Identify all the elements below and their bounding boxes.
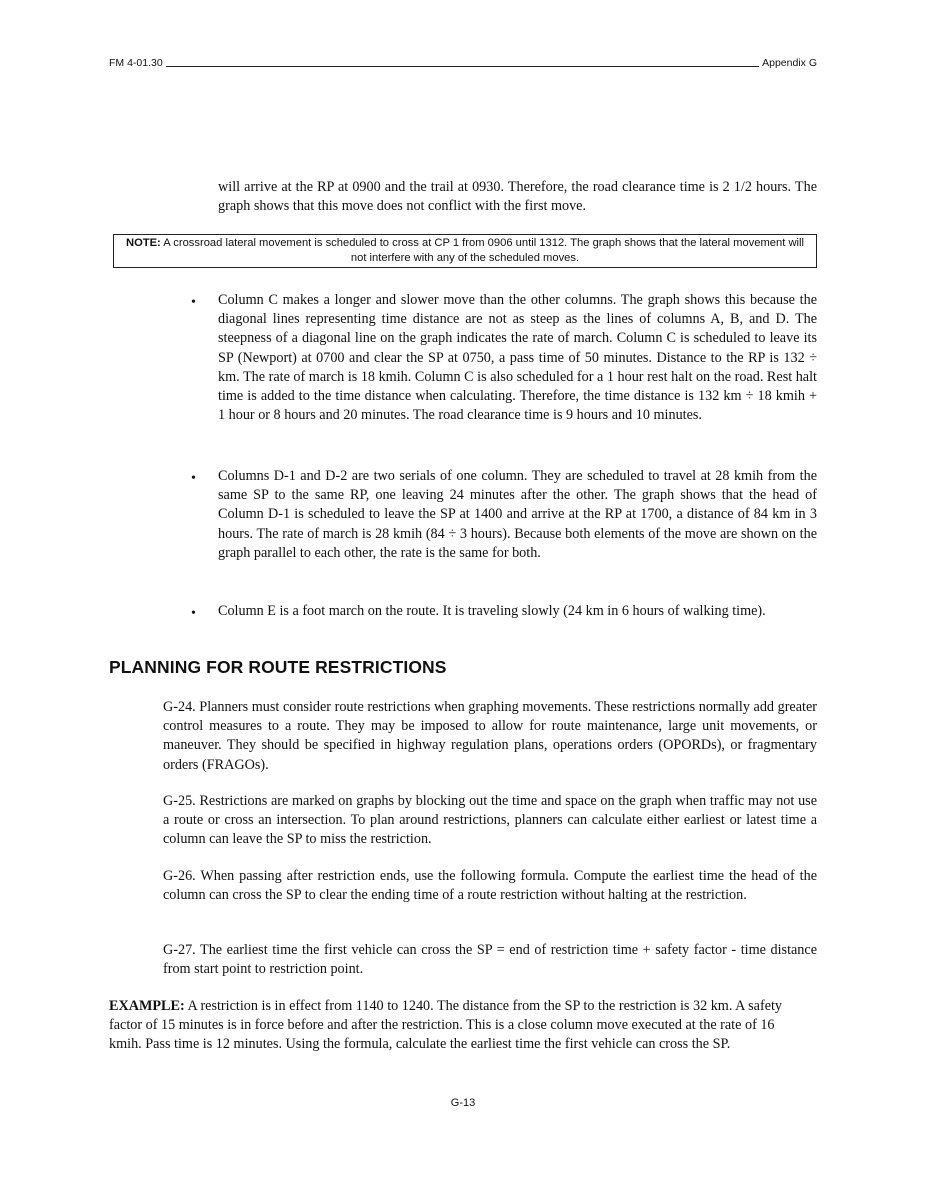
bullet-marker: • [191, 606, 196, 621]
paragraph-g25: G-25. Restrictions are marked on graphs by blocking out the time and space on the graph when traffic may not use a route or cross an intersection. To plan around restrictions, planners can calculate either earliest or latest time a column can leave the SP to miss the restriction. [163, 793, 817, 848]
paragraph-g27: G-27. The earliest time the first vehicle can cross the SP = end of restriction time + safety factor - time distance from start point to restriction point. [163, 942, 817, 978]
example-label: EXAMPLE: [109, 998, 185, 1014]
header-rule [166, 66, 759, 67]
example-block [109, 997, 801, 1055]
page-header [109, 53, 817, 69]
bullet-marker: • [191, 295, 196, 310]
bullet-column-d: Columns D-1 and D-2 are two serials of one column. They are scheduled to travel at 28 kmih from the same SP to the same RP, one leaving 24 minutes after the other. The graph shows that the head of Column D-1 is scheduled to leave the SP at 1400 and arrive at the RP at 1700, a distance of 84 km in 3 hours. The rate of march is 28 kmih (84 ÷ 3 hours). Because both elements of the move are shown on the graph parallel to each other, the rate is the same for both. [218, 468, 817, 561]
intro-paragraph: will arrive at the RP at 0900 and the trail at 0930. Therefore, the road clearance time is 2 1/2 hours. The graph shows that this move does not conflict with the first move. [218, 179, 817, 215]
bullet-column-c: Column C makes a longer and slower move than the other columns. The graph shows this because the diagonal lines representing time distance are not as steep as the lines of columns A, B, and D. The steepness of a diagonal line on the graph indicates the rate of march. Column C is scheduled to leave its SP (Newport) at 0700 and clear the SP at 0750, a pass time of 50 minutes. Distance to the RP is 132 ÷ km. The rate of march is 18 kmih. Column C is also scheduled for a 1 hour rest halt on the road. Rest halt time is added to the time distance when calculating. Therefore, the time distance is 132 km ÷ 18 kmih + 1 hour or 8 hours and 20 minutes. The road clearance time is 9 hours and 10 minutes. [218, 292, 817, 424]
note-box [113, 234, 817, 268]
bullet-column-e: Column E is a foot march on the route. It is traveling slowly (24 km in 6 hours of walking time). [218, 603, 766, 619]
page-number: G-13 [450, 1097, 476, 1109]
header-left: FM 4-01.30 [109, 57, 163, 69]
note-label: NOTE: [125, 237, 161, 249]
example-text: A restriction is in effect from 1140 to 1240. The distance from the SP to the restriction is 32 km. A safety factor of 15 minutes is in force before and after the restriction. This is a close column move executed at the rate of 16 kmih. Pass time is 12 minutes. Using the formula, calculate the earliest time the first vehicle can cross the SP. [109, 998, 783, 1053]
note-text: A crossroad lateral movement is scheduled to cross at CP 1 from 0906 until 1312. The graph shows that the lateral movement will not interfere with any of the scheduled moves. [163, 237, 805, 264]
section-heading: PLANNING FOR ROUTE RESTRICTIONS [109, 657, 447, 677]
paragraph-g26: G-26. When passing after restriction ends, use the following formula. Compute the earliest time the head of the column can cross the SP to clear the ending time of a route restriction without halting at the restriction. [163, 868, 817, 904]
header-right: Appendix G [762, 57, 817, 69]
paragraph-g24: G-24. Planners must consider route restrictions when graphing movements. These restrictions normally add greater control measures to a route. They may be imposed to allow for route maintenance, large unit movements, or maneuver. They should be specified in highway regulation plans, operations orders (OPORDs), or fragmentary orders (FRAGOs). [163, 699, 817, 773]
bullet-marker: • [191, 471, 196, 486]
